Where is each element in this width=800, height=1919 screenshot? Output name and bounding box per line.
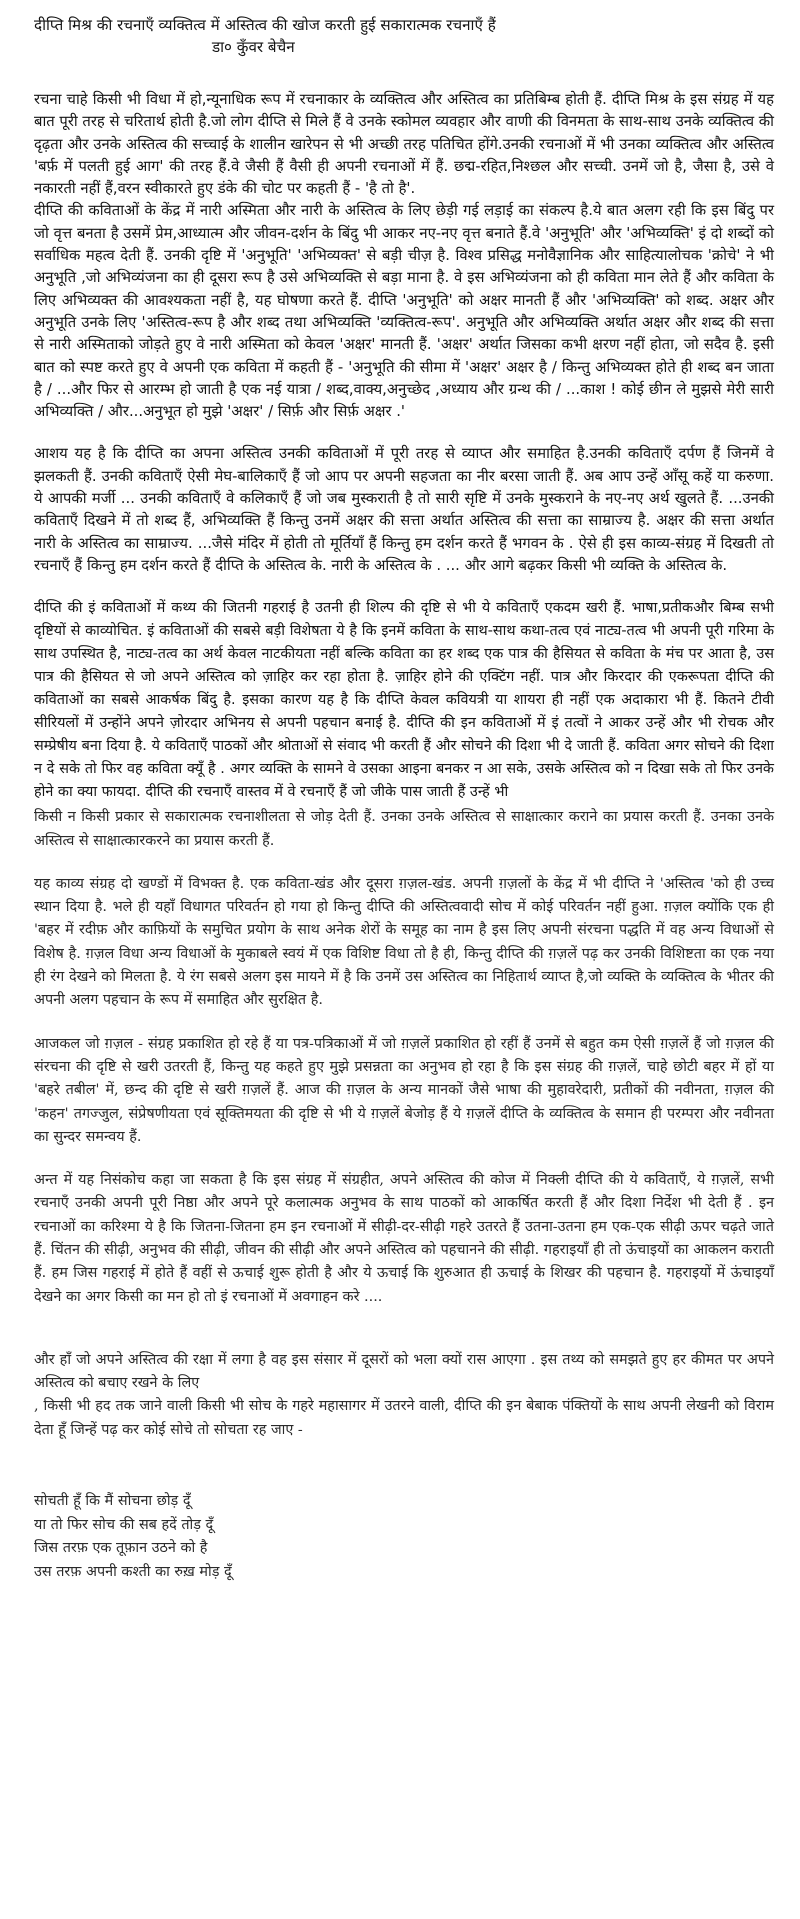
paragraph-sakaratmak: किसी न किसी प्रकार से सकारात्मक रचनाशीलता से जोड़ देती हैं. उनका उनके अस्तित्व से साक्षात्कार कराने का प्रयास करती हैं. उनका उनके अस्तित्व से साक्षात्कारकरने का प्रयास करती हैं. [34,809,774,849]
spacer [34,1013,774,1033]
poem [34,1490,774,1584]
spacer [34,58,774,89]
spacer [34,1149,774,1169]
paragraph-intro: रचना चाहे किसी भी विधा में हो,न्यूनाधिक रूप में रचनाकार के व्यक्तित्व और अस्तित्व का प्रतिबिम्ब होती हैं. दीप्ति मिश्र के इस संग्रह में यह बात पूरी तरह से चरितार्थ होती है.जो लोग दीप्ति से मिले हैं वे उनके स्कोमल व्यवहार और वाणी की विनमता के साथ-साथ उनके व्यक्तित्व की दृढ़ता और उनके अस्तित्व की सच्चाई के शालीन खारेपन से भी अच्छी तरह पतिचित होंगे.उनकी रचनाओं में भी उनका व्यक्तित्व और अस्तित्व 'बर्फ़ में पलती हुई आग' की तरह हैं.वे जैसी हैं वैसी ही अपनी रचनाओं में हैं. छद्म-रहित,निश्छल और सच्ची. उनमें जो है, जैसा है, उसे वे नकारती नहीं हैं,वरन स्वीकारते हुए डंके की चोट पर कहती हैं - 'है तो है'. [34,91,774,198]
paragraph-ashay: आशय यह है कि दीप्ति का अपना अस्तित्व उनकी कविताओं में पूरी तरह से व्याप्त और समाहित है.उनकी कविताएँ दर्पण हैं जिनमें वे झलकती हैं. उनकी कविताएँ ऐसी मेघ-बालिकाएँ हैं जो आप पर अपनी सहजता का नीर बरसा जाती हैं. अब आप उन्हें आँसू कहें या करुणा. ये आपकी मर्जी ... उनकी कविताएँ वे कलिकाएँ हैं जो जब मुस्कराती है तो सारी सृष्टि में उनके मुस्कराने के नए-नए अर्थ खुलते हैं. ...उनकी कविताएँ दिखने में तो शब्द हैं, अभिव्यक्ति हैं किन्तु उनमें अक्षर की सत्ता अर्थात अस्तित्व की सत्ता का साम्राज्य है. अक्षर की सत्ता अर्थात नारी के अस्तित्व का साम्राज्य. ...जैसे मंदिर में होती तो मूर्तियाँ हैं किन्तु हम दर्शन करते हैं भगवन के . ऐसे ही इस काव्य-संग्रह में दिखती तो रचनाएँ हैं किन्तु हम दर्शन करते हैं दीप्ति के अस्तित्व के. नारी के अस्तित्व के . ... और आगे बढ़कर किसी भी व्यक्ति के अस्तित्व के. [34,445,774,574]
poem-line: या तो फिर सोच की सब हदें तोड़ दूँ [34,1516,214,1533]
poem-line: सोचती हूँ कि मैं सोचना छोड़ दूँ [34,1493,191,1510]
author-name: डा० कुँवर बेचैन [212,38,295,56]
paragraph-kavya-sangrah: यह काव्य संग्रह दो खण्डों में विभक्त है. एक कविता-खंड और दूसरा ग़ज़ल-खंड. अपनी ग़ज़लों के केंद्र में भी दीप्ति ने 'अस्तित्व 'को ही उच्च स्थान दिया है. भले ही यहाँ विधागत परिवर्तन हो गया हो किन्तु दीप्ति की अस्तित्ववादी सोच में कोई परिवर्तन नहीं हुआ. ग़ज़ल क्योंकि एक ही 'बहर में रदीफ़ और काफ़ियों के समुचित प्रयोग के साथ अनेक शेरों के समूह का नाम है इस लिए अपनी संरचना पद्धति में वह अन्य विधाओं से विशेष है. ग़ज़ल विधा अन्य विधाओं के मुकाबले स्वयं में एक विशिष्ट विधा तो है ही, किन्तु दीप्ति की ग़ज़लें पढ़ कर उनकी विशिष्टता का एक नया ही रंग देखने को मिलता है. ये रंग सबसे अलग इस मायने में है कि उनमें उस अस्तित्व का निहितार्थ व्याप्त है,जो व्यक्ति के व्यक्तित्व के भीतर की अपनी अलग पहचान के रूप में समाहित और सुरक्षित है. [34,875,774,1009]
paragraph-closing: , किसी भी हद तक जाने वाली किसी भी सोच के गहरे महासागर में उतरने वाली, दीप्ति की इन बेबाक पंक्तियों के साथ अपनी लेखनी को विराम देता हूँ जिन्हें पढ़ कर कोई सोचे तो सोचता रह जाए - [34,1398,774,1438]
document-title: दीप्ति मिश्र की रचनाएँ व्यक्तित्व में अस्तित्व की खोज करती हुई सकारात्मक रचनाएँ हैं [34,16,496,34]
paragraph-aur-haan: और हाँ जो अपने अस्तित्व की रक्षा में लगा है वह इस संसार में दूसरों को भला क्यों रास आएगा . इस तथ्य को समझते हुए हर कीमत पर अपने अस्तित्व को बचाए रखने के लिए [34,1351,774,1392]
spacer [34,423,774,443]
paragraph-anubhuti: दीप्ति की कविताओं के केंद्र में नारी अस्मिता और नारी के अस्तित्व के लिए छेड़ी गई लड़ाई का संकल्प है.ये बात अलग रही कि इस बिंदु पर जो वृत्त बनता है उसमें प्रेम,आध्यात्म और जीवन-दर्शन के बिंदु भी आकर नए-नए वृत्त बनाते हैं.वे 'अनुभूति' और 'अभिव्यक्ति' इं दो शब्दों को सर्वाधिक महत्व देती हैं. उनकी दृष्टि में 'अनुभूति' 'अभिव्यक्त' से बड़ी चीज़ है. विश्व प्रसिद्ध मनोवैज्ञानिक और साहित्यालोचक 'क्रोचे' ने भी अनुभूति ,जो अभिव्यंजना का ही दूसरा रूप है उसे अभिव्यक्ति से बड़ा माना है. वे इस अभिव्यंजना को ही कविता मान लेते हैं और कविता के लिए अभिव्यक्त की आवश्यकता नहीं है, यह घोषणा करते हैं. दीप्ति 'अनुभूति' को अक्षर मानती हैं और 'अभिव्यक्ति' को शब्द. अक्षर और अनुभूति उनके लिए 'अस्तित्व-रूप है और शब्द तथा अभिव्यक्ति 'व्यक्तित्व-रूप'. अनुभूति और अभिव्यक्ति अर्थात अक्षर और शब्द की सत्ता से नारी अस्मिताको जोड़ते हुए वे नारी अस्मिता को केवल 'अक्षर' मानती हैं. 'अक्षर' अर्थात जिसका कभी क्षरण नहीं होता, जो सदैव है. इसी बात को स्पष्ट करते हुए वे अपनी एक कविता में कहती हैं - 'अनुभूति की सीमा में 'अक्षर' अक्षर है / किन्तु अभिव्यक्त होते ही शब्द बन जाता है / ...और फिर से आरम्भ हो जाती है एक नई यात्रा / शब्द,वाक्य,अनुच्छेद ,अध्याय और ग्रन्थ की / ...काश ! कोई छीन ले मुझसे मेरी सारी अभिव्यक्ति / और...अनुभूत हो मुझे 'अक्षर' / सिर्फ़ और सिर्फ़ अक्षर .' [34,202,774,421]
spacer [34,1309,774,1349]
paragraph-ghazal: आजकल जो ग़ज़ल - संग्रह प्रकाशित हो रहे हैं या पत्र-पत्रिकाओं में जो ग़ज़लें प्रकाशित हो रहीं हैं उनमें से बहुत कम ऐसी ग़ज़लें हैं जो ग़ज़ल की संरचना की दृष्टि से खरी उतरती हैं, किन्तु यह कहते हुए मुझे प्रसन्नता का अनुभव हो रहा है कि इस संग्रह की ग़ज़लें, चाहे छोटी बहर में हों या 'बहरे तबील' में, छन्द की दृष्टि से खरी ग़ज़लें हैं. आज की ग़ज़ल के अन्य मानकों जैसे भाषा की मुहावरेदारी, प्रतीकों की नवीनता, ग़ज़ल की 'कहन' तगज्जुल, संप्रेषणीयता एवं सूक्तिमयता की दृष्टि से भी ये ग़ज़लें बेजोड़ हैं ये ग़ज़लें दीप्ति के व्यक्तित्व के समान ही परम्परा और नवीनता का सुन्दर समन्वय हैं. [34,1035,774,1145]
poem-line: उस तरफ़ अपनी कश्ती का रुख़ मोड़ दूँ [34,1563,232,1580]
paragraph-ant-mein: अन्त में यह निसंकोच कहा जा सकता है कि इस संग्रह में संग्रहीत, अपने अस्तित्व की कोज में निक्ली दीप्ति की ये कविताएँ, ये ग़ज़लें, सभी रचनाएँ उनकी अपनी पूरी निष्ठा और अपने पूरे कलात्मक अनुभव के साथ पाठकों को आकर्षित करती हैं और दिशा निर्देश भी देती हैं . इन रचनाओं का करिश्मा ये है कि जितना-जितना हम इन रचनाओं में सीढ़ी-दर-सीढ़ी गहरे उतरते हैं उतना-उतना हम एक-एक सीढ़ी ऊपर चढ़ते जाते हैं. चिंतन की सीढ़ी, अनुभव की सीढ़ी, जीवन की सीढ़ी और अपने अस्तित्व को पहचानने की सीढ़ी. गहराइयाँ ही तो ऊंचाइयों का आकलन कराती हैं. हम जिस गहराई में होते हैं वहीं से ऊचाई शुरू होती है और ये ऊचाई कि शुरुआत ही ऊचाई के शिखर की पहचान है. गहराइयों में ऊंचाइयाँ देखने का अगर किसी का मन हो तो इं रचनाओं में अवगाहन करे .... [34,1172,774,1305]
spacer [34,577,774,597]
spacer [34,1442,774,1490]
paragraph-shilp: दीप्ति की इं कविताओं में कथ्य की जितनी गहराई है उतनी ही शिल्प की दृष्टि से भी ये कविताएँ एकदम खरी हैं. भाषा,प्रतीकऔर बिम्ब सभी दृष्टियों से काव्योचित. इं कविताओं की सबसे बड़ी विशेषता ये है कि इनमें कविता के साथ-साथ कथा-तत्व एवं नाट्य-तत्व भी अपनी पूरी गरिमा के साथ उपस्थित है, नाट्य-तत्व का अर्थ केवल नाटकीयता नहीं बल्कि कविता का हर शब्द एक पात्र की हैसियत से कविता के मंच पर आता है, उस पात्र की हैसियत से जो अपने अस्तित्व को ज़ाहिर कर रहा होता है. ज़ाहिर होने की एक्टिंग नहीं. पात्र और किरदार की एकरूपता दीप्ति की कविताओं का सबसे आकर्षक बिंदु है. इसका कारण यह है कि दीप्ति केवल कवियत्री या शायरा ही नहीं एक अदाकारा भी हैं. कितने टीवी सीरियलों में उन्होंने अपने ज़ोरदार अभिनय से अपनी पहचान बनाई है. दीप्ति की इन कविताओं में इं तत्वों ने आकर उन्हें और भी रोचक और सम्प्रेषीय बना दिया है. ये कविताएँ पाठकों और श्रोताओं से संवाद भी करती हैं और सोचने की दिशा भी दे जाती हैं. कविता अगर सोचने की दिशा न दे सके तो फिर वह कविता क्यूँ है . अगर व्यक्ति के सामने वे उसका आइना बनकर न आ सके, उसके अस्तित्व को न दिखा सके तो फिर उनके होने का क्या फायदा. दीप्ति की रचनाएँ वास्तव में वे रचनाएँ हैं जो जीके पास जाती हैं उन्हें भी [34,600,774,801]
spacer [34,853,774,873]
poem-line: जिस तरफ़ एक तूफ़ान उठने को है [34,1540,208,1557]
